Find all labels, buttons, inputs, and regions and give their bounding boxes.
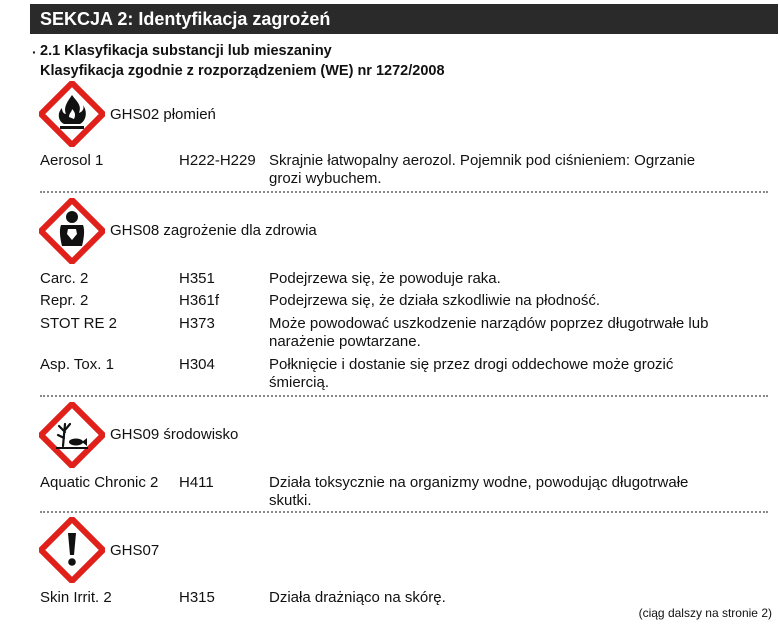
hazard-code: H361f [179,292,220,309]
exclamation-icon [39,517,105,583]
ghs08-label: GHS08 zagrożenie dla zdrowia [110,222,317,239]
hazard-category: Aquatic Chronic 2 [40,474,159,491]
continuation-note: (ciąg dalszy na stronie 2) [638,606,772,620]
ghs02-label: GHS02 płomień [110,106,216,123]
ghs09-pictogram [39,402,105,468]
dotted-separator [40,191,768,193]
hazard-category: STOT RE 2 [40,315,117,332]
ghs08-pictogram [39,198,105,264]
dotted-separator [40,511,768,513]
hazard-statement: Działa toksycznie na organizmy wodne, powodując długotrwałe skutki. [269,474,689,509]
regulation-heading: Klasyfikacja zgodnie z rozporządzeniem (WE) nr 1272/2008 [40,63,445,79]
hazard-category: Aerosol 1 [40,152,104,169]
hazard-statement: Podejrzewa się, że powoduje raka. [269,270,501,287]
health-hazard-icon [39,198,105,264]
hazard-category: Asp. Tox. 1 [40,356,114,373]
classification-heading: 2.1 Klasyfikacja substancji lub mieszaniny [40,43,332,59]
flame-icon [39,81,105,147]
hazard-code: H315 [179,589,215,606]
dotted-separator [40,395,768,397]
hazard-code: H222-H229 [179,152,256,169]
hazard-category: Skin Irrit. 2 [40,589,112,606]
hazard-code: H373 [179,315,215,332]
subsection-bullet: · [32,44,37,60]
hazard-statement: Podejrzewa się, że działa szkodliwie na płodność. [269,292,601,309]
hazard-code: H304 [179,356,215,373]
ghs02-pictogram [39,81,105,147]
hazard-statement: Skrajnie łatwopalny aerozol. Pojemnik pod ciśnieniem: Ogrzanie grozi wybuchem. [269,152,696,187]
hazard-category: Repr. 2 [40,292,89,309]
hazard-statement: Działa drażniąco na skórę. [269,589,446,606]
ghs09-label: GHS09 środowisko [110,426,239,443]
section-title: SEKCJA 2: Identyfikacja zagrożeń [30,4,778,34]
ghs07-pictogram [39,517,105,583]
ghs07-label: GHS07 [110,542,160,559]
hazard-statement: Połknięcie i dostanie się przez drogi oddechowe może grozić śmiercią. [269,356,674,391]
hazard-category: Carc. 2 [40,270,89,287]
hazard-code: H351 [179,270,215,287]
hazard-code: H411 [179,474,214,491]
environment-icon [39,402,105,468]
hazard-statement: Może powodować uszkodzenie narządów poprzez długotrwałe lub narażenie powtarzane. [269,315,709,350]
